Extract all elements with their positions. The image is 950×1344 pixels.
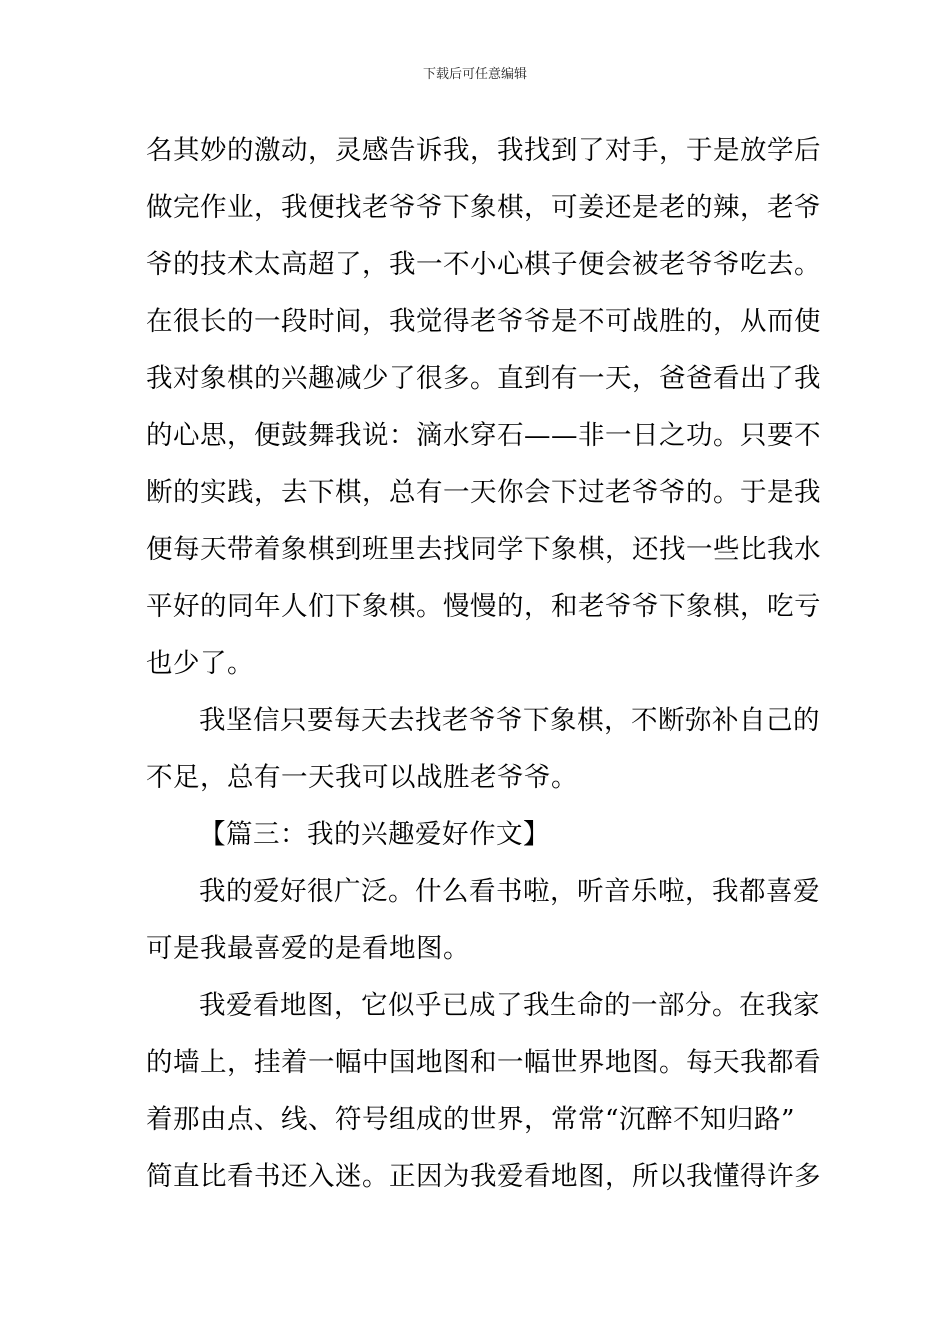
paragraph-2 <box>146 692 820 806</box>
text-line: 名其妙的激动，灵感告诉我，我找到了对手，于是放学后 <box>146 135 821 166</box>
text-line: 不足，总有一天我可以战胜老爷爷。 <box>146 762 578 793</box>
text-line: 爷的技术太高超了，我一不小心棋子便会被老爷爷吃去。 <box>146 249 821 280</box>
text-line: 平好的同年人们下象棋。慢慢的，和老爷爷下象棋，吃亏 <box>146 591 821 622</box>
document-body <box>146 122 821 1205</box>
text-line: 做完作业，我便找老爷爷下象棋，可姜还是老的辣，老爷 <box>146 192 821 223</box>
text-line: 在很长的一段时间，我觉得老爷爷是不可战胜的，从而使 <box>146 306 821 337</box>
text-line: 我坚信只要每天去找老爷爷下象棋，不断弥补自己的 <box>199 705 820 736</box>
page-header: 下载后可任意编辑 <box>422 67 527 82</box>
text-line: 我爱看地图，它似乎已成了我生命的一部分。在我家 <box>199 990 820 1021</box>
section-title: 【篇三：我的兴趣爱好作文】 <box>199 819 550 850</box>
text-line: 便每天带着象棋到班里去找同学下象棋，还找一些比我水 <box>146 534 821 565</box>
text-line: 着那由点、线、符号组成的世界，常常“沉醉不知归路” <box>146 1104 796 1135</box>
text-line: 我对象棋的兴趣减少了很多。直到有一天，爸爸看出了我 <box>146 363 821 394</box>
text-line: 断的实践，去下棋，总有一天你会下过老爷爷的。于是我 <box>146 477 821 508</box>
paragraph-1 <box>146 122 821 692</box>
text-line: 我的爱好很广泛。什么看书啦，听音乐啦，我都喜爱 <box>199 876 820 907</box>
text-line: 可是我最喜爱的是看地图。 <box>146 933 470 964</box>
text-line: 的心思，便鼓舞我说：滴水穿石——非一日之功。只要不 <box>146 420 821 451</box>
text-line: 的墙上，挂着一幅中国地图和一幅世界地图。每天我都看 <box>146 1047 821 1078</box>
text-line: 也少了。 <box>146 648 254 679</box>
section-heading <box>146 806 808 863</box>
paragraph-4 <box>146 977 821 1205</box>
paragraph-3 <box>146 863 820 977</box>
text-line: 简直比看书还入迷。正因为我爱看地图，所以我懂得许多 <box>146 1161 821 1192</box>
